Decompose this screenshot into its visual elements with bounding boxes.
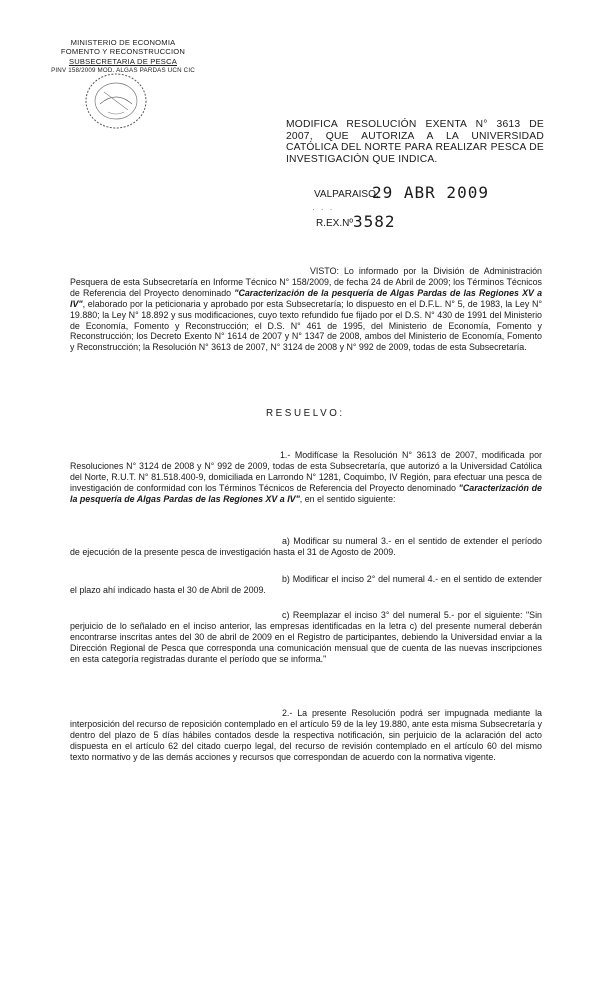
ministry-subline: FOMENTO Y RECONSTRUCCION (60, 47, 186, 57)
resuelvo-heading: RESUELVO: (266, 408, 345, 419)
item-2-text: 2.- La presente Resolución podrá ser impugnada mediante la interposición del recurso de reposición contemplado en el artículo 59 de la ley 19.880, ante esta misma Subsecretaría y dentro del plazo de 5 días hábiles contados desde la respectiva notificación, sin perjuicio de la aclaración del acto dispuesta en el artículo 62 del citado cuerpo legal, del recurso de revisión contemplado en el artículo 60 del mismo texto normativo y de las demás acciones y recursos que correspondan de acuerdo con la normativa vigente. (70, 708, 542, 762)
item-1-text-2: , en el sentido siguiente: (299, 493, 396, 504)
visto-heading: VISTO: (310, 266, 339, 276)
file-reference: PINV 158/2009 MOD. ALGAS PARDAS UCN CIC (51, 67, 195, 75)
rex-label: R.EX.Nº (316, 218, 353, 229)
visto-text-2: , elaborado por la peticionaria y aprobado por esta Subsecretaría; lo dispuesto en el D.F.L. N° 5, de 1983, la Ley N° 19.880; la Ley N° 18.892 y sus modificaciones, cuyo texto refundido fue fijado por el D.S. N° 430 de 1991 del Ministerio de Economía, Fomento y Reconstrucción; el D.S. N° 461 de 1995, del Ministerio de Economía, Fomento y Reconstrucción; los Decreto Exento N° 1614 de 2007 y N° 1347 de 2008, ambos del Ministerio de Economía, Fomento y Reconstrucción; la Resolución N° 3613 de 2007, N° 3124 de 2008 y N° 992 de 2009, todas de esta Subsecretaría. (70, 298, 542, 353)
rex-number: 3582 (353, 212, 396, 231)
item-1-text-1: 1.- Modifícase la Resolución N° 3613 de 2007, modificada por Resoluciones N° 3124 de 2008 y N° 992 de 2009, todas de esta Subsecretaría, que autorizó a la Universidad Católica del Norte, R.U.T. N° 81.518.400-9, domiciliada en Larrondo N° 1281, Coquimbo, IV Región, para efectuar una pesca de investigación de conformidad con los Términos Técnicos de Referencia del Proyecto denominado (70, 450, 542, 493)
subsecretary-line: SUBSECRETARIA DE PESCA (68, 56, 178, 66)
visto-paragraph (70, 266, 542, 353)
official-seal-stamp (80, 70, 152, 132)
resolution-item-c (70, 610, 542, 665)
ministry-line: MINISTERIO DE ECONOMIA (70, 38, 176, 47)
resolution-item-b (70, 574, 542, 596)
visto-text-1: Lo informado por la División de Administración Pesquera de esta Subsecretaría en Informe Técnico N° 158/2009, de fecha 24 de Abril de 2009; los Términos Técnicos de Referencia del Proyecto denominado (70, 266, 542, 298)
resolution-item-2 (70, 708, 542, 763)
item-1-project-name: "Caracterización de la pesquería de Algas Pardas de las Regiones XV a IV" (70, 482, 542, 504)
item-b-text: b) Modificar el inciso 2° del numeral 4.- en el sentido de extender el plazo ahí indicado hasta el 30 de Abril de 2009. (70, 574, 542, 595)
resolution-subject: MODIFICA RESOLUCIÓN EXENTA N° 3613 DE 2007, QUE AUTORIZA A LA UNIVERSIDAD CATÓLICA DEL NORTE PARA REALIZAR PESCA DE INVESTIGACIÓN QUE INDICA. (286, 119, 544, 165)
resolution-item-a (70, 536, 542, 558)
place-label: VALPARAISO, (314, 189, 379, 200)
date-stamp: 29 ABR 2009 (372, 183, 489, 202)
visto-project-name: "Caracterización de la pesquería de Algas Pardas de las Regiones XV a IV" (70, 287, 543, 309)
item-c-text: c) Reemplazar el inciso 3° del numeral 5.- por el siguiente: "Sin perjuicio de lo señalado en el inciso anterior, las empresas identificadas en la letra c) del presente numeral deberán encontrarse inscritas antes del 30 de abril de 2009 en el Registro de participantes, debiendo la Universidad enviar a la Dirección Regional de Pesca que corresponda una comunicación mensual que de cuenta de las nuevas inscripciones en esta categoría registradas durante el período que se informa." (70, 610, 542, 664)
item-a-text: a) Modificar su numeral 3.- en el sentido de extender el período de ejecución de la presente pesca de investigación hasta el 31 de Agosto de 2009. (70, 536, 542, 557)
resolution-item-1 (70, 450, 542, 505)
separator-dots: · · · (312, 205, 335, 214)
